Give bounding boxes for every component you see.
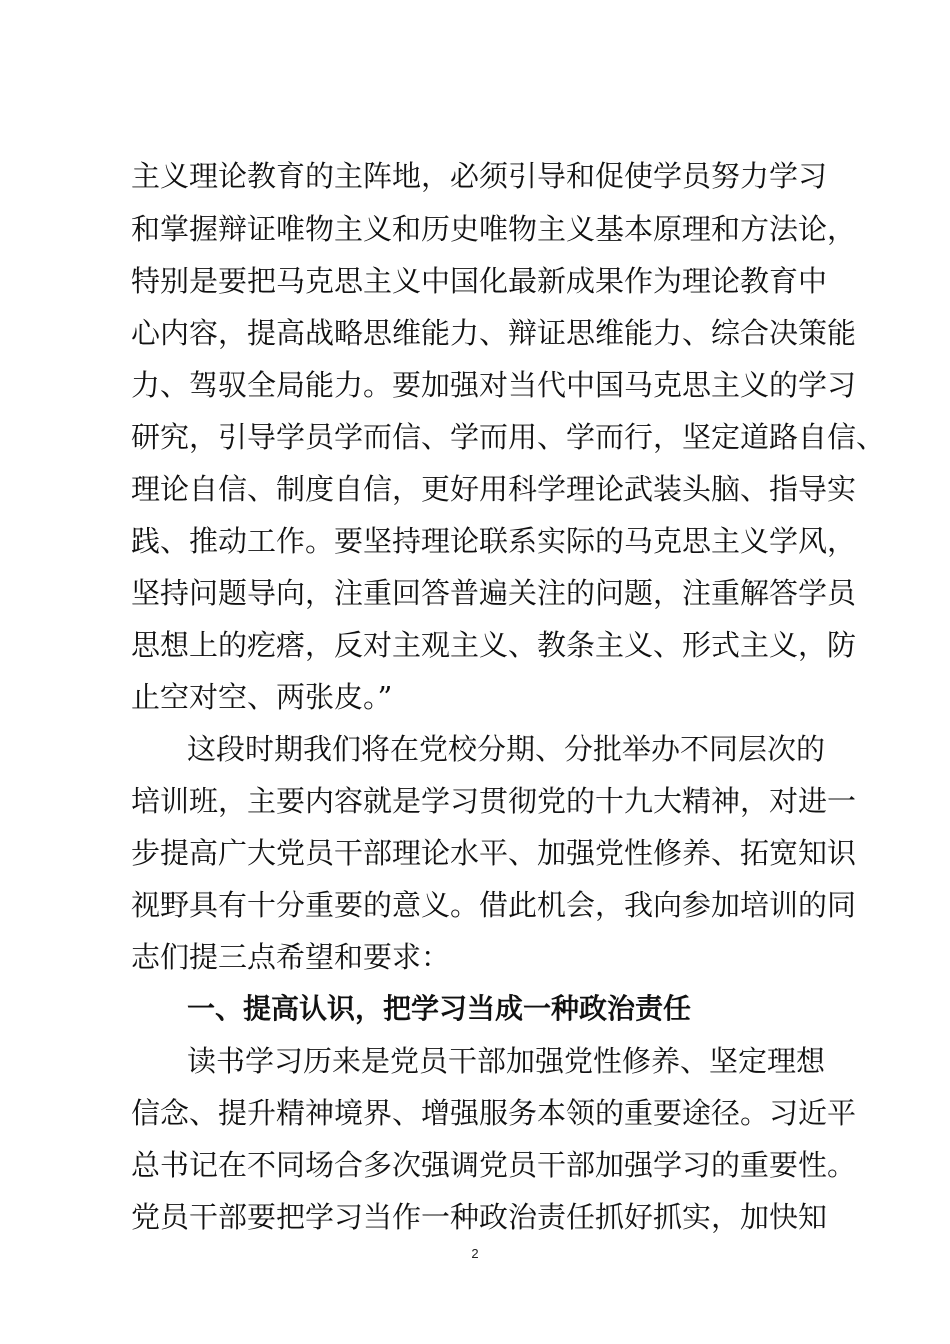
paragraph-line: 止空对空、两张皮。” xyxy=(131,680,393,714)
paragraph-line: 志们提三点希望和要求： xyxy=(131,940,451,974)
paragraph-line: 特别是要把马克思主义中国化最新成果作为理论教育中 xyxy=(131,264,828,298)
paragraph-line: 践、推动工作。要坚持理论联系实际的马克思主义学风， xyxy=(131,524,857,558)
paragraph-line: 培训班，主要内容就是学习贯彻党的十九大精神，对进一 xyxy=(131,784,857,818)
section-heading: 一、提高认识，把学习当成一种政治责任 xyxy=(187,992,692,1025)
paragraph-line: 党员干部要把学习当作一种政治责任抓好抓实，加快知 xyxy=(131,1200,828,1234)
paragraph-line: 理论自信、制度自信，更好用科学理论武装头脑、指导实 xyxy=(131,472,857,506)
paragraph-line: 信念、提升精神境界、增强服务本领的重要途径。习近平 xyxy=(131,1096,857,1130)
paragraph-line: 心内容，提高战略思维能力、辩证思维能力、综合决策能 xyxy=(131,316,857,350)
paragraph-line: 总书记在不同场合多次强调党员干部加强学习的重要性。 xyxy=(131,1148,857,1182)
paragraph-line: 这段时期我们将在党校分期、分批举办不同层次的 xyxy=(187,732,826,766)
paragraph-line: 主义理论教育的主阵地，必须引导和促使学员努力学习 xyxy=(131,159,828,193)
paragraph-line: 视野具有十分重要的意义。借此机会，我向参加培训的同 xyxy=(131,888,857,922)
paragraph-line: 研究，引导学员学而信、学而用、学而行，坚定道路自信、 xyxy=(131,420,886,454)
paragraph-line: 思想上的疙瘩，反对主观主义、教条主义、形式主义，防 xyxy=(131,628,857,662)
paragraph-line: 力、驾驭全局能力。要加强对当代中国马克思主义的学习 xyxy=(131,368,857,402)
page-number: 2 xyxy=(471,1246,479,1261)
paragraph-line: 坚持问题导向，注重回答普遍关注的问题，注重解答学员 xyxy=(131,576,857,610)
paragraph-line: 步提高广大党员干部理论水平、加强党性修养、拓宽知识 xyxy=(131,836,857,870)
paragraph-line: 读书学习历来是党员干部加强党性修养、坚定理想 xyxy=(187,1044,826,1078)
paragraph-line: 和掌握辩证唯物主义和历史唯物主义基本原理和方法论， xyxy=(131,212,857,246)
